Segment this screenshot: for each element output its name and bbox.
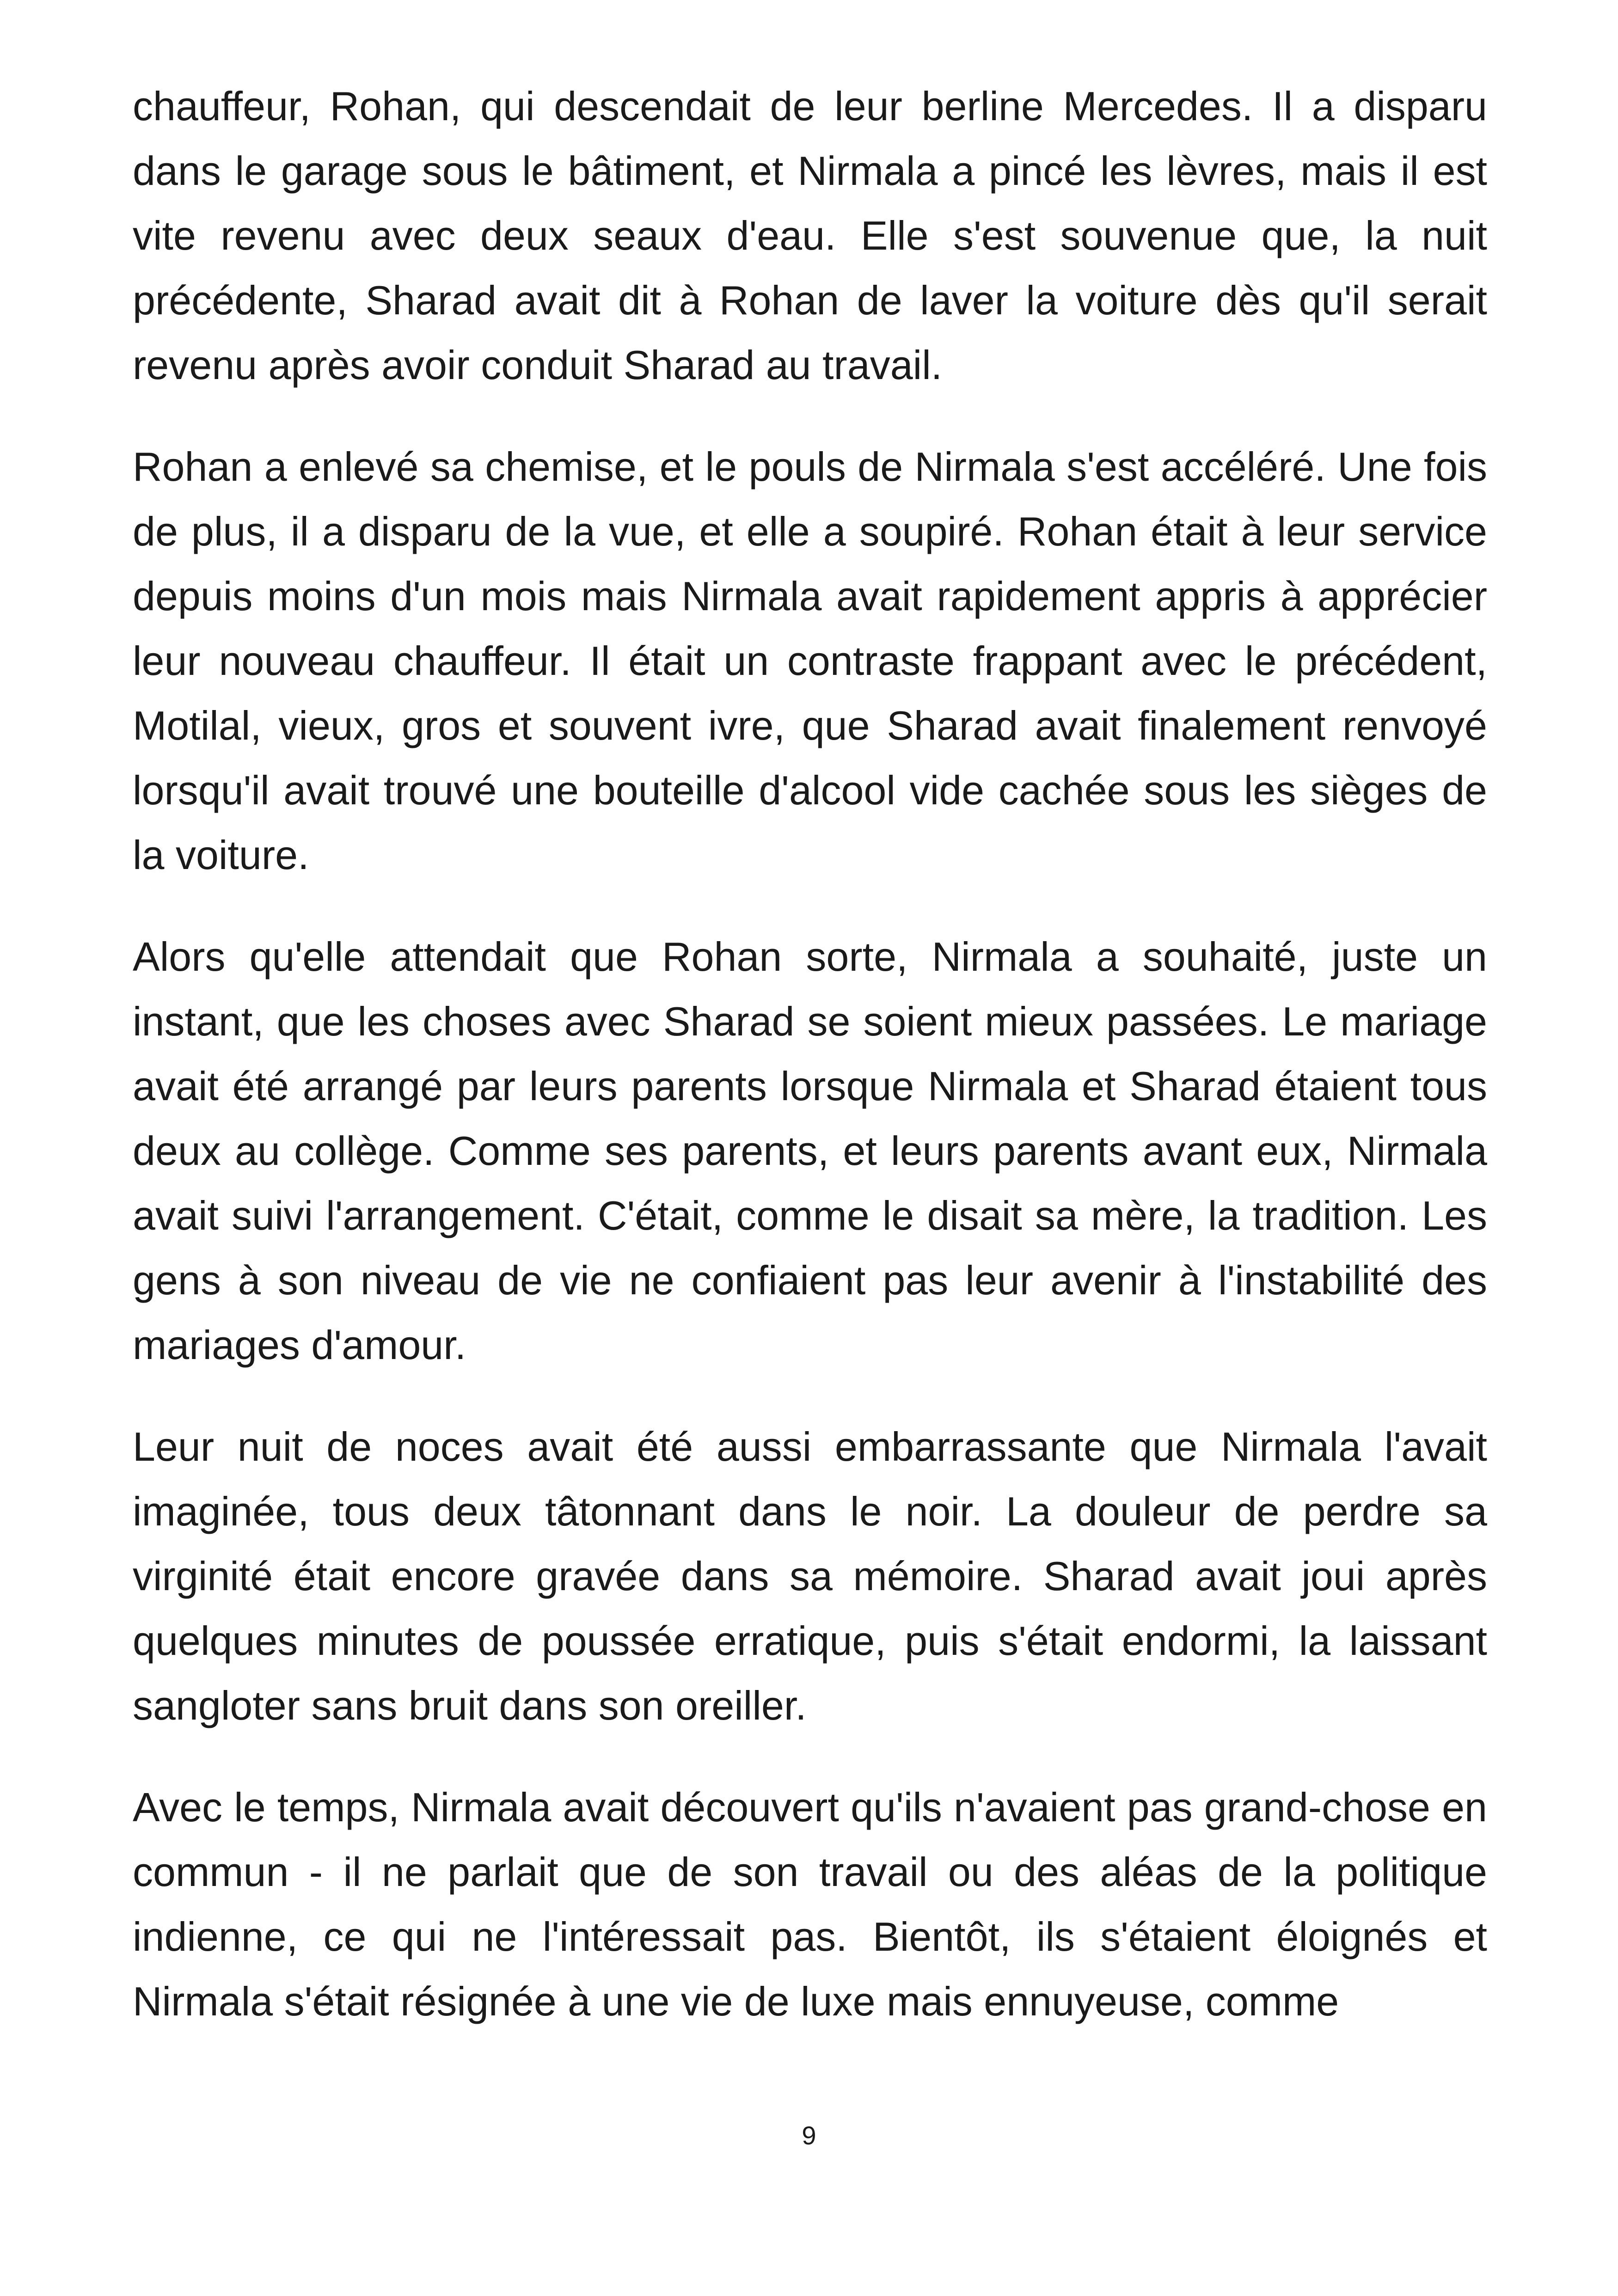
paragraph-5: Avec le temps, Nirmala avait découvert qu'ils n'avaient pas grand-chose en commun - il ne parlait que de son travail ou des aléas de la politique indienne, ce qui ne l'intéressait pas. Bientôt, ils s'étaient éloignés et Nirmala s'était résignée à une vie de luxe mais ennuyeuse, comme: [133, 1784, 1487, 2024]
paragraph-3: Alors qu'elle attendait que Rohan sorte, Nirmala a souhaité, juste un instant, que les choses avec Sharad se soient mieux passées. Le mariage avait été arrangé par leurs parents lorsque Nirmala et Sharad étaient tous deux au collège. Comme ses parents, et leurs parents avant eux, Nirmala avait suivi l'arrangement. C'était, comme le disait sa mère, la tradition. Les gens à son niveau de vie ne confiaient pas leur avenir à l'instabilité des mariages d'amour.: [133, 934, 1487, 1368]
paragraph-2: Rohan a enlevé sa chemise, et le pouls de Nirmala s'est accéléré. Une fois de plus, il a disparu de la vue, et elle a soupiré. Rohan était à leur service depuis moins d'un mois mais Nirmala avait rapidement appris à apprécier leur nouveau chauffeur. Il était un contraste frappant avec le précédent, Motilal, vieux, gros et souvent ivre, que Sharad avait finalement renvoyé lorsqu'il avait trouvé une bouteille d'alcool vide cachée sous les sièges de la voiture.: [133, 444, 1487, 878]
body-text: [133, 74, 1487, 2071]
page-number: 9: [802, 2121, 816, 2150]
paragraph-1: chauffeur, Rohan, qui descendait de leur berline Mercedes. Il a disparu dans le garage sous le bâtiment, et Nirmala a pincé les lèvres, mais il est vite revenu avec deux seaux d'eau. Elle s'est souvenue que, la nuit précédente, Sharad avait dit à Rohan de laver la voiture dès qu'il serait revenu après avoir conduit Sharad au travail.: [133, 83, 1487, 388]
paragraph-4: Leur nuit de noces avait été aussi embarrassante que Nirmala l'avait imaginée, tous deux tâtonnant dans le noir. La douleur de perdre sa virginité était encore gravée dans sa mémoire. Sharad avait joui après quelques minutes de poussée erratique, puis s'était endormi, la laissant sangloter sans bruit dans son oreiller.: [133, 1424, 1487, 1728]
